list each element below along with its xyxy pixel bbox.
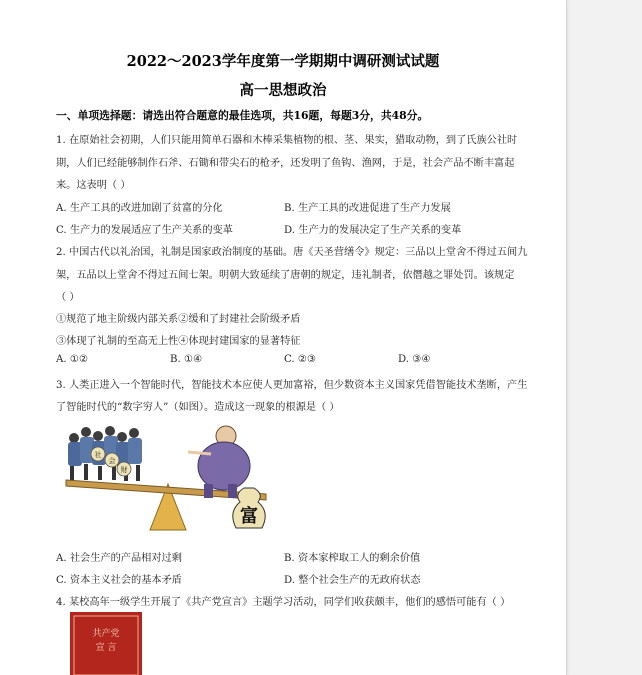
q2-option-b: B. ①④ [170, 354, 203, 365]
q4-line-1: 4. 某校高年一级学生开展了《共产党宣言》主题学习活动，同学们收获颇丰，他们的感悟可能有（ ） [56, 597, 511, 608]
q2-statement-1: ①规范了地主阶级内部关系②缓和了封建社会阶级矛盾 [56, 314, 301, 325]
q1-line-3: 来。这表明（ ） [56, 180, 131, 191]
book-title-line-2: 宣 言 [95, 643, 117, 653]
book-title-line-1: 共产党 [92, 629, 120, 639]
exam-title: 2022～2023学年度第一学期期中调研测试试题 [126, 53, 440, 70]
digital-poor-cartoon [56, 422, 276, 532]
q3-option-d: D. 整个社会生产的无政府状态 [284, 575, 421, 586]
q2-line-2: 架，五品以上堂舍不得过五间七架。明朝大致延续了唐朝的规定，违礼制者，依僭越之罪处罚。该规定 [56, 270, 515, 281]
q3-option-b: B. 资本家榨取工人的剩余价值 [284, 553, 421, 564]
q2-option-a: A. ①② [56, 354, 89, 365]
q1-option-a: A. 生产工具的改进加剧了贫富的分化 [56, 203, 223, 214]
q2-option-c: C. ②③ [284, 354, 317, 365]
section-heading: 一、单项选择题：请选出符合题意的最佳选项，共16题，每题3分，共48分。 [56, 109, 429, 122]
capitalist-figure [188, 426, 250, 498]
rich-bag-char: 富 [240, 506, 258, 527]
rich-money-bag [233, 488, 265, 528]
q3-option-c: C. 资本主义社会的基本矛盾 [56, 575, 182, 586]
q3-line-1: 3. 人类正进入一个智能时代，智能技术本应使人更加富裕，但少数资本主义国家凭借智能技术垄断，产生 [56, 380, 528, 391]
bag-char-2: 会 [108, 457, 116, 465]
manifesto-book-cover [70, 612, 142, 675]
q1-option-c: C. 生产力的发展适应了生产关系的变革 [56, 225, 233, 236]
bag-char-3: 财 [120, 466, 128, 474]
q2-line-1: 2. 中国古代以礼治国，礼制是国家政治制度的基础。唐《天圣营缮令》规定：三品以上堂舍不得过五间九 [56, 247, 528, 258]
q2-statement-2: ③体现了礼制的至高无上性④体现封建国家的显著特征 [56, 336, 301, 347]
bag-char-1: 社 [94, 451, 102, 459]
q3-line-2: 了智能时代的“数字穷人”（如图）。造成这一现象的根源是（ ） [56, 402, 340, 413]
q1-option-b: B. 生产工具的改进促进了生产力发展 [284, 203, 451, 214]
q2-line-3: （ ） [56, 292, 80, 303]
exam-subtitle: 高一思想政治 [239, 82, 327, 99]
q1-line-1: 1. 在原始社会初期，人们只能用简单石器和木棒采集植物的根、茎、果实，猎取动物，到了氏族公社时 [56, 135, 518, 146]
viewer-scroll-gutter[interactable] [632, 0, 642, 675]
q1-option-d: D. 生产力的发展决定了生产关系的变革 [284, 225, 462, 236]
q1-line-2: 期，人们已经能够制作石斧、石锄和带尖石的枪矛，还发明了鱼钩、渔网，于是，社会产品不断丰富起 [56, 158, 515, 169]
q2-option-d: D. ③④ [398, 354, 431, 365]
q3-option-a: A. 社会生产的产品相对过剩 [56, 553, 182, 564]
